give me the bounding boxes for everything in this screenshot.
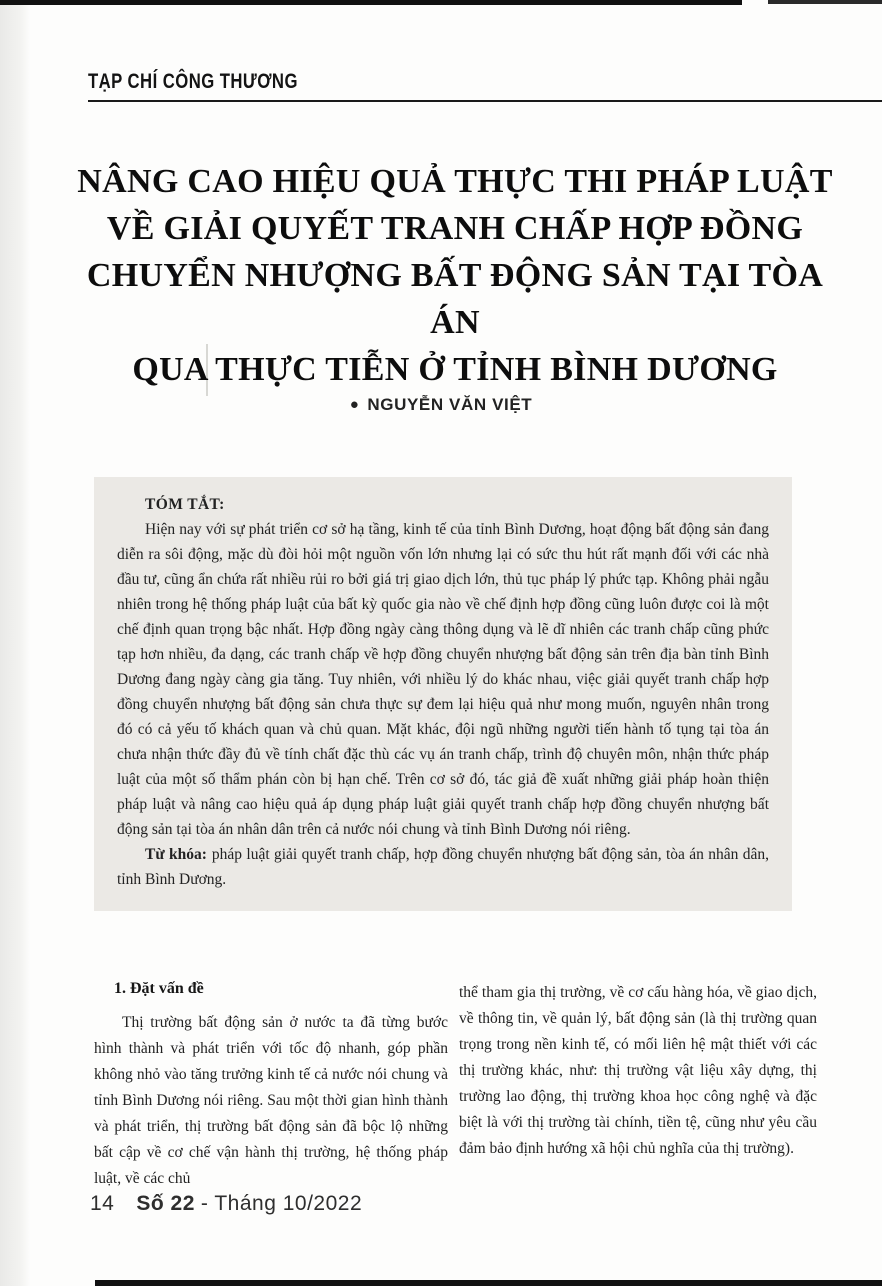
keywords-text: pháp luật giải quyết tranh chấp, hợp đồng chuyển nhượng bất động sản, tòa án nhân dân, tỉnh Bình Dương. [117, 846, 770, 888]
section-heading: 1. Đặt vấn đề [114, 980, 204, 997]
body-paragraph-right: thể tham gia thị trường, về cơ cấu hàng hóa, về giao dịch, về thông tin, về quản lý, bất động sản (là thị trường quan trọng trong nền kinh tế, có mối liên hệ mật thiết với các thị trường khác, như: thị trường vật liệu xây dựng, thị trường lao động, thị trường khoa học công nghệ và đặc biệt là với thị trường tài chính, tiền tệ, cũng như yêu cầu đảm bảo định hướng xã hội chủ nghĩa của thị trường). [459, 984, 817, 1157]
abstract-body: Hiện nay với sự phát triển cơ sở hạ tầng, kinh tế của tỉnh Bình Dương, hoạt động bất động sản đang diễn ra sôi động, mặc dù đòi hỏi một nguồn vốn lớn nhưng lại có sức thu hút rất mạnh đối với các nhà đầu tư, cũng ẩn chứa rất nhiều rủi ro bởi giá trị giao dịch lớn, thủ tục pháp lý phức tạp. Không phải ngẫu nhiên trong hệ thống pháp luật của bất kỳ quốc gia nào về chế định hợp đồng cũng luôn được coi là một chế định quan trọng bậc nhất. Hợp đồng ngày càng thông dụng và lẽ dĩ nhiên các tranh chấp cũng phức tạp hơn nhiều, đa dạng, các tranh chấp về hợp đồng chuyển nhượng bất động sản trên địa bàn tỉnh Bình Dương đang ngày càng gia tăng. Tuy nhiên, với nhiều lý do khác nhau, việc giải quyết tranh chấp hợp đồng chuyển nhượng bất động sản chưa thực sự đem lại hiệu quả như mong muốn, nguyên nhân trong đó có cả yếu tố khách quan và chủ quan. Mặt khác, đội ngũ những người tiến hành tố tụng tại tòa án chưa nhận thức đầy đủ về tính chất đặc thù các vụ án tranh chấp, trình độ chuyên môn, nhận thức pháp luật của một số thẩm phán còn bị hạn chế. Trên cơ sở đó, tác giả đề xuất những giải pháp hoàn thiện pháp luật và nâng cao hiệu quả áp dụng pháp luật giải quyết tranh chấp hợp đồng chuyển nhượng bất động sản tại tòa án nhân dân trên cả nước nói chung và tỉnh Bình Dương nói riêng. [117, 521, 769, 838]
issue-number: Số 22 [136, 1192, 195, 1215]
header-divider [88, 100, 882, 102]
scan-artifact-top-bar-right [768, 0, 882, 4]
scan-artifact-top-bar [0, 0, 742, 5]
article-title [60, 158, 850, 393]
author-name: NGUYỄN VĂN VIỆT [367, 395, 533, 414]
page-footer [90, 1192, 362, 1216]
article-title-line-1: NÂNG CAO HIỆU QUẢ THỰC THI PHÁP LUẬT [77, 163, 833, 200]
scan-edge-band [0, 0, 30, 1286]
author-bullet-icon: ● [349, 396, 360, 413]
abstract-keywords [117, 842, 769, 892]
article-title-line-3: CHUYỂN NHƯỢNG BẤT ĐỘNG SẢN TẠI TÒA ÁN [86, 257, 824, 341]
abstract-heading: TÓM TẮT: [145, 496, 225, 513]
journal-name: TẠP CHÍ CÔNG THƯƠNG [88, 70, 298, 94]
article-title-line-2: VỀ GIẢI QUYẾT TRANH CHẤP HỢP ĐỒNG [106, 210, 804, 247]
author-line [0, 395, 882, 415]
body-column-right [459, 980, 817, 1162]
page-number: 14 [90, 1192, 115, 1215]
abstract-box [94, 477, 792, 911]
scan-artifact-bottom-bar [95, 1280, 882, 1286]
body-column-left [94, 1010, 448, 1192]
body-paragraph-left: Thị trường bất động sản ở nước ta đã từng bước hình thành và phát triển với tốc độ nhanh, góp phần không nhỏ vào tăng trưởng kinh tế cả nước nói chung và tỉnh Bình Dương nói riêng. Sau một thời gian hình thành và phát triển, thị trường bất động sản đã bộc lộ những bất cập về cơ chế vận hành thị trường, hệ thống pháp luật, về các chủ [94, 1014, 448, 1187]
article-title-line-4: QUA THỰC TIỄN Ở TỈNH BÌNH DƯƠNG [132, 351, 778, 388]
keywords-label: Từ khóa: [145, 846, 207, 863]
issue-date: - Tháng 10/2022 [200, 1192, 363, 1215]
